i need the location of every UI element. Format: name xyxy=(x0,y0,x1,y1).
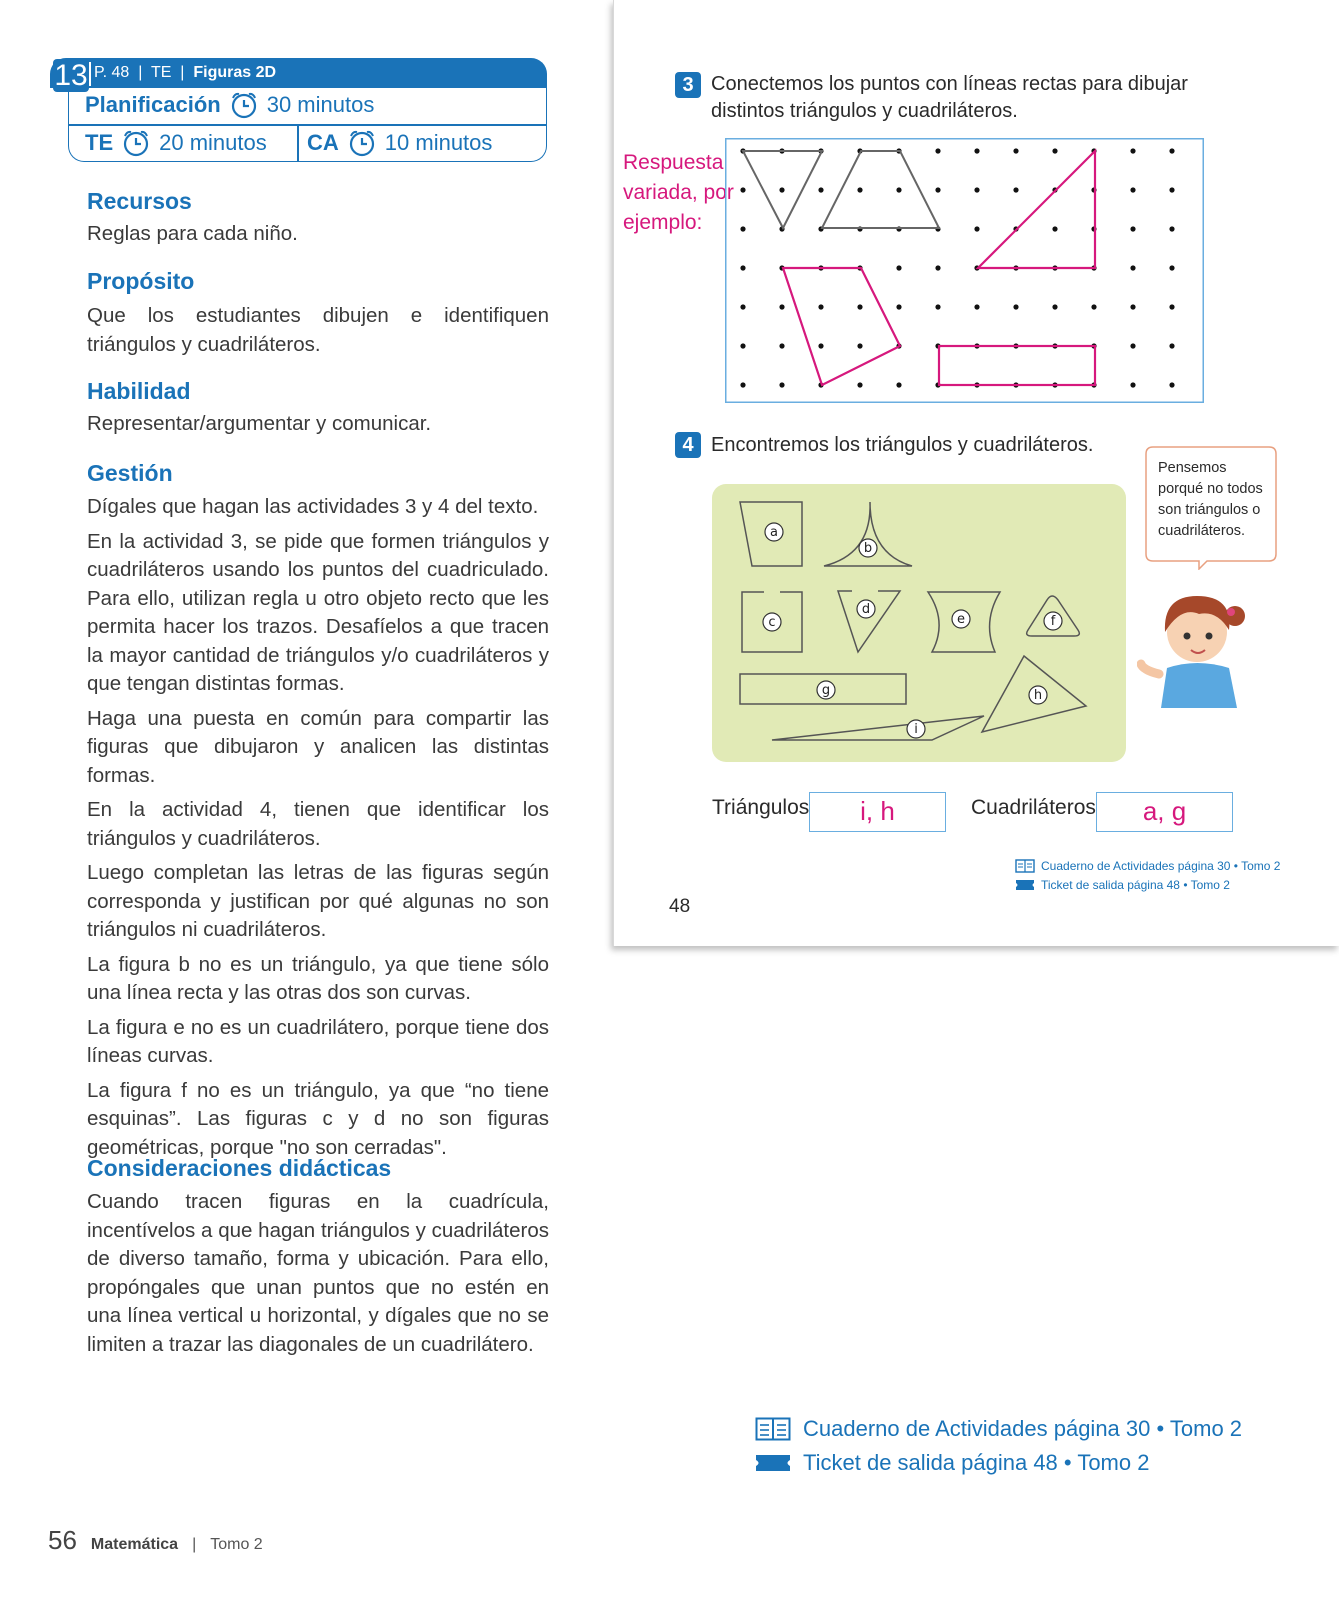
section-consideraciones xyxy=(87,1153,549,1359)
grid-dot xyxy=(1169,382,1174,387)
footer-page-number: 56 xyxy=(48,1525,77,1555)
grid-dot xyxy=(857,304,862,309)
shape-label: b xyxy=(863,541,873,556)
shapes-panel xyxy=(712,484,1126,762)
section-title: Propósito xyxy=(87,268,195,294)
shape-label: h xyxy=(1033,688,1043,703)
grid-dot xyxy=(1169,343,1174,348)
section-text: Reglas para cada niño. xyxy=(87,222,298,245)
clock-icon xyxy=(347,128,377,158)
shape-label: e xyxy=(957,612,965,627)
page-footer xyxy=(48,1525,263,1556)
workbook-ref xyxy=(755,1416,1242,1442)
section-title: Habilidad xyxy=(87,378,191,404)
section-text: La figura b no es un triángulo, ya que tiene sólo una línea recta y las otras dos son curvas. xyxy=(87,952,549,1004)
page-ref: P. 48 xyxy=(94,64,130,81)
planning-col-divider xyxy=(297,124,299,162)
textbook-page-preview xyxy=(613,0,1339,946)
book-icon xyxy=(755,1417,791,1441)
planning-row-divider xyxy=(69,124,546,126)
grid-dot xyxy=(896,304,901,309)
example-trapezoid-gray xyxy=(822,151,939,228)
grid-dot xyxy=(935,265,940,270)
shape-label: a xyxy=(770,525,778,540)
grid-dot xyxy=(974,226,979,231)
activity-3-line-1: Conectemos los puntos con líneas rectas para dibujar xyxy=(711,73,1188,95)
te-time-cell xyxy=(85,128,267,158)
activity-4-badge: 4 xyxy=(675,432,701,458)
grid-dot xyxy=(740,304,745,309)
grid-dot xyxy=(1013,148,1018,153)
planning-total xyxy=(85,90,374,120)
grid-dot xyxy=(818,343,823,348)
workbook-ref-small xyxy=(1015,859,1280,873)
answer-note-line: variada, por xyxy=(623,181,734,204)
section-habilidad xyxy=(87,376,549,439)
example-rectangle-pink xyxy=(939,346,1095,385)
grid-dot xyxy=(974,148,979,153)
ticket-ref-label: Ticket de salida página 48 • Tomo 2 xyxy=(803,1450,1150,1475)
section-title: Gestión xyxy=(87,460,173,486)
planning-box xyxy=(68,88,547,162)
grid-dot xyxy=(779,187,784,192)
ca-time-cell xyxy=(307,128,492,158)
section-recursos xyxy=(87,186,549,249)
grid-dot xyxy=(818,187,823,192)
grid-dot xyxy=(1091,304,1096,309)
speech-bubble-text: Pensemos porqué no todos son triángulos o cuadriláteros. xyxy=(1158,460,1263,539)
grid-dot xyxy=(740,226,745,231)
grid-dot xyxy=(935,187,940,192)
meta-sep: | xyxy=(133,64,147,81)
lesson-header xyxy=(50,58,547,162)
planning-label: Planificación xyxy=(85,92,221,117)
section-text: En la actividad 3, se pide que formen triángulos y cuadriláteros usando los puntos del cuadriculado. Para ello, utilizan regla u otro objeto recto que les permita hacer los trazos. Desafíelos a que tracen la mayor cantidad de triángulos y/o cuadriláteros y que tengan distintas formas. xyxy=(87,529,549,695)
book-icon xyxy=(1015,859,1035,873)
grid-dot xyxy=(1169,226,1174,231)
shape-label: c xyxy=(768,615,776,630)
activity-3-badge: 3 xyxy=(675,72,701,98)
ticket-icon xyxy=(1015,879,1035,891)
grid-dot xyxy=(1130,226,1135,231)
grid-dot xyxy=(1130,343,1135,348)
section-text: En la actividad 4, tienen que identificar los triángulos y cuadriláteros. xyxy=(87,798,549,850)
te-ref: TE xyxy=(150,64,172,81)
grid-dot xyxy=(1169,304,1174,309)
triangles-label: Triángulos xyxy=(712,796,810,819)
example-quadrilateral-pink xyxy=(783,268,900,385)
section-title: Consideraciones didácticas xyxy=(87,1155,392,1181)
grid-dot xyxy=(740,265,745,270)
section-text: Cuando tracen figuras en la cuadrícula, incentívelos a que hagan triángulos y cuadriláteros de diverso tamaño, forma y ubicación. Para ello, propóngales que unan puntos que no estén en una línea vertical u horizontal, y dígales que no se limiten a trazar las diagonales de un cuadrilátero. xyxy=(87,1190,549,1356)
section-gestion xyxy=(87,458,549,1162)
answer-note-line: Respuesta xyxy=(623,151,724,174)
header-divider xyxy=(89,62,91,86)
grid-dot xyxy=(1052,148,1057,153)
grid-dot xyxy=(974,304,979,309)
grid-dot xyxy=(1052,304,1057,309)
activity-3-line-2: distintos triángulos y cuadriláteros. xyxy=(711,100,1018,122)
section-text: Luego completan las letras de las figuras según corresponda y justifican por qué algunas no son triángulos ni cuadriláteros. xyxy=(87,861,549,941)
grid-dot xyxy=(1013,304,1018,309)
grid-dot xyxy=(779,382,784,387)
grid-dot xyxy=(857,382,862,387)
ticket-icon xyxy=(755,1453,791,1473)
ticket-ref-text: Ticket de salida página 48 • Tomo 2 xyxy=(1041,878,1230,892)
ca-time: 10 minutos xyxy=(384,130,493,155)
section-text: La figura f no es un triángulo, ya que “no tiene esquinas”. Las figuras c y d no son figuras geométricas, porque "no son cerradas". xyxy=(87,1078,549,1159)
planning-time: 30 minutos xyxy=(266,92,375,117)
grid-dot xyxy=(935,148,940,153)
workbook-ref-label: Cuaderno de Actividades página 30 • Tomo 2 xyxy=(803,1416,1243,1441)
grid-dot xyxy=(1130,187,1135,192)
grid-dot xyxy=(974,187,979,192)
grid-dot xyxy=(1130,382,1135,387)
section-title: Recursos xyxy=(87,188,192,214)
girl-illustration xyxy=(1137,580,1257,710)
grid-dot xyxy=(1130,148,1135,153)
workbook-ref-text: Cuaderno de Actividades página 30 • Tomo 2 xyxy=(1041,859,1281,873)
grid-dot xyxy=(779,343,784,348)
section-text: Representar/argumentar y comunicar. xyxy=(87,412,432,435)
shape-label: g xyxy=(821,683,831,698)
textbook-page-number: 48 xyxy=(669,896,691,917)
grid-dot xyxy=(896,265,901,270)
clock-icon xyxy=(229,90,259,120)
te-label: TE xyxy=(85,130,114,155)
ticket-ref xyxy=(755,1450,1149,1476)
clock-icon xyxy=(121,128,151,158)
meta-sep: | xyxy=(175,64,189,81)
grid-dot xyxy=(857,343,862,348)
footer-separator: | xyxy=(192,1536,197,1553)
grid-dot xyxy=(1130,265,1135,270)
dot-grid xyxy=(725,138,1204,403)
ticket-ref-small xyxy=(1015,878,1230,892)
activity-4-instructions: Encontremos los triángulos y cuadriláteros. xyxy=(711,434,1094,456)
section-text: Dígales que hagan las actividades 3 y 4 del texto. xyxy=(87,495,539,518)
shape-label: d xyxy=(861,602,871,617)
section-proposito xyxy=(87,266,549,359)
footer-subject: Matemática xyxy=(90,1536,179,1553)
grid-dot xyxy=(1169,265,1174,270)
grid-dot xyxy=(818,304,823,309)
footer-volume: Tomo 2 xyxy=(210,1536,263,1553)
grid-dot xyxy=(1169,187,1174,192)
quadrilaterals-label: Cuadriláteros xyxy=(971,796,1096,819)
example-triangle-pink xyxy=(978,151,1095,268)
grid-dot xyxy=(740,187,745,192)
activity-3-instructions xyxy=(711,71,1188,125)
answer-note xyxy=(623,148,734,238)
grid-dot xyxy=(896,187,901,192)
quadrilaterals-answer-field[interactable]: a, g xyxy=(1096,792,1233,832)
grid-dot xyxy=(779,304,784,309)
grid-dot xyxy=(1130,304,1135,309)
section-text: Que los estudiantes dibujen e identifiquen triángulos y cuadriláteros. xyxy=(87,304,549,356)
shape-label: f xyxy=(1050,614,1056,629)
lesson-number: 13 xyxy=(54,59,88,92)
grid-dot xyxy=(740,382,745,387)
triangles-answer-field[interactable]: i, h xyxy=(809,792,946,832)
section-text: Haga una puesta en común para compartir las figuras que dibujaron y analicen las distintas formas. xyxy=(87,706,549,787)
header-meta xyxy=(94,62,276,84)
grid-dot xyxy=(1052,226,1057,231)
shape-label: i xyxy=(914,722,918,737)
section-text: La figura e no es un cuadrilátero, porque tiene dos líneas curvas. xyxy=(87,1015,549,1067)
te-time: 20 minutos xyxy=(159,130,267,155)
answer-note-line: ejemplo: xyxy=(623,211,703,234)
ca-label: CA xyxy=(307,130,339,155)
grid-dot xyxy=(1013,187,1018,192)
grid-dot xyxy=(935,304,940,309)
grid-dot xyxy=(1169,148,1174,153)
dot-grid-frame xyxy=(726,139,1204,403)
grid-dot xyxy=(740,343,745,348)
lesson-topic: Figuras 2D xyxy=(193,64,277,81)
grid-dot xyxy=(857,187,862,192)
grid-dot xyxy=(896,382,901,387)
